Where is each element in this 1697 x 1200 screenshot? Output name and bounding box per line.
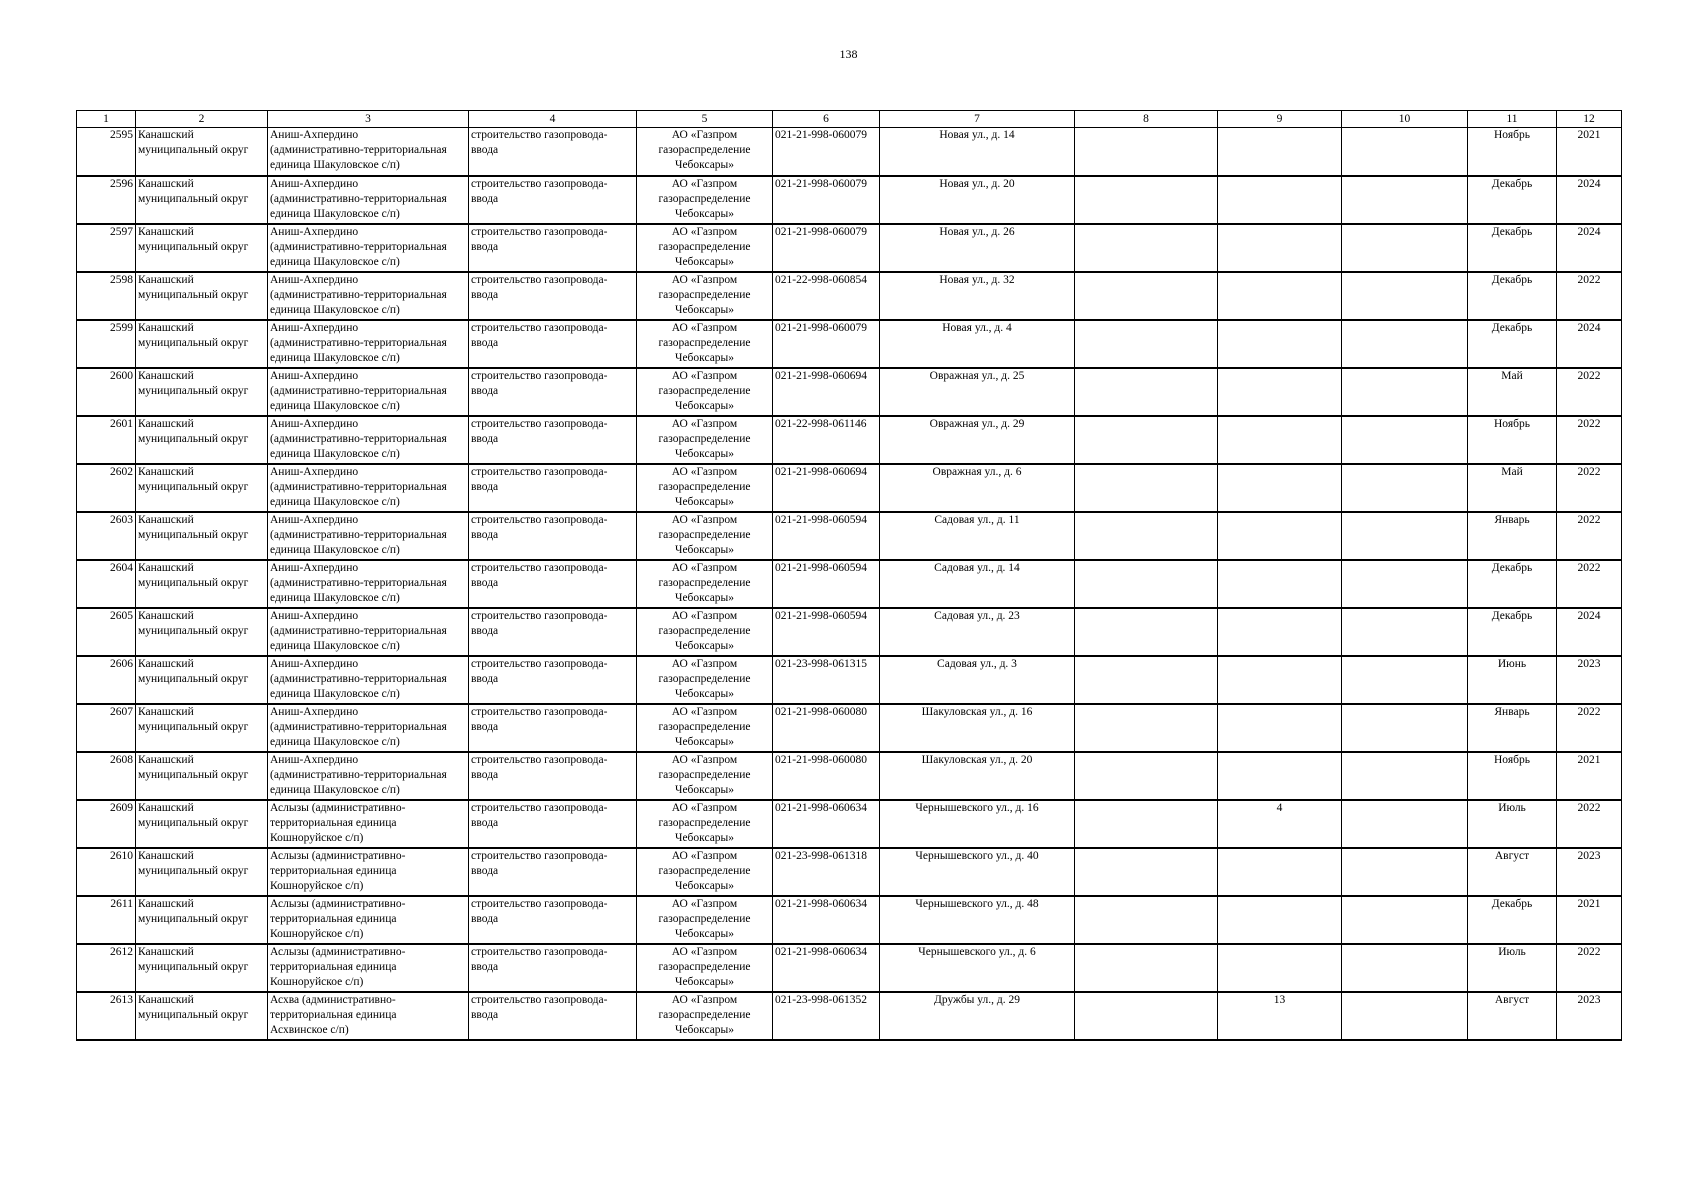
object-code-cell: 021-21-998-060694: [773, 368, 880, 416]
settlement-cell: Аниш-Ахпердино (административно-территориальная единица Шакуловское с/п): [268, 128, 469, 176]
district-cell: Канашский муниципальный округ: [136, 512, 268, 560]
settlement-cell: Асхва (административно- территориальная единица Асхвинское с/п): [268, 992, 469, 1040]
column-header: 1: [77, 111, 136, 128]
column-10-cell: [1342, 656, 1468, 704]
year-cell: 2024: [1557, 224, 1622, 272]
settlement-cell: Аслызы (административно- территориальная единица Кошноруйское с/п): [268, 944, 469, 992]
organization-cell: АО «Газпром газораспределение Чебоксары»: [637, 656, 773, 704]
object-code-cell: 021-21-998-060634: [773, 800, 880, 848]
year-cell: 2022: [1557, 944, 1622, 992]
object-code-cell: 021-23-998-061318: [773, 848, 880, 896]
object-code-cell: 021-21-998-060594: [773, 608, 880, 656]
column-8-cell: [1075, 176, 1218, 224]
organization-cell: АО «Газпром газораспределение Чебоксары»: [637, 176, 773, 224]
column-8-cell: [1075, 752, 1218, 800]
register-table: [76, 110, 1622, 1041]
address-cell: Садовая ул., д. 11: [880, 512, 1075, 560]
row-number-cell: 2601: [77, 416, 136, 464]
table-row: [77, 224, 1622, 272]
column-9-cell: [1218, 128, 1342, 176]
column-9-cell: [1218, 224, 1342, 272]
work-type-cell: строительство газопровода- ввода: [469, 128, 637, 176]
work-type-cell: строительство газопровода- ввода: [469, 944, 637, 992]
settlement-cell: Аниш-Ахпердино (административно-территориальная единица Шакуловское с/п): [268, 656, 469, 704]
column-9-cell: [1218, 848, 1342, 896]
column-10-cell: [1342, 320, 1468, 368]
month-cell: Август: [1468, 848, 1557, 896]
district-cell: Канашский муниципальный округ: [136, 320, 268, 368]
object-code-cell: 021-21-998-060080: [773, 704, 880, 752]
column-8-cell: [1075, 416, 1218, 464]
year-cell: 2022: [1557, 560, 1622, 608]
work-type-cell: строительство газопровода- ввода: [469, 800, 637, 848]
address-cell: Овражная ул., д. 29: [880, 416, 1075, 464]
district-cell: Канашский муниципальный округ: [136, 224, 268, 272]
settlement-cell: Аниш-Ахпердино (административно-территориальная единица Шакуловское с/п): [268, 704, 469, 752]
address-cell: Садовая ул., д. 14: [880, 560, 1075, 608]
address-cell: Чернышевского ул., д. 40: [880, 848, 1075, 896]
settlement-cell: Аниш-Ахпердино (административно-территориальная единица Шакуловское с/п): [268, 176, 469, 224]
address-cell: Шакуловская ул., д. 16: [880, 704, 1075, 752]
year-cell: 2024: [1557, 176, 1622, 224]
settlement-cell: Аниш-Ахпердино (административно-территориальная единица Шакуловское с/п): [268, 224, 469, 272]
row-number-cell: 2609: [77, 800, 136, 848]
year-cell: 2022: [1557, 272, 1622, 320]
work-type-cell: строительство газопровода- ввода: [469, 320, 637, 368]
month-cell: Декабрь: [1468, 560, 1557, 608]
settlement-cell: Аниш-Ахпердино (административно-территориальная единица Шакуловское с/п): [268, 608, 469, 656]
column-8-cell: [1075, 800, 1218, 848]
table-row: [77, 176, 1622, 224]
district-cell: Канашский муниципальный округ: [136, 176, 268, 224]
row-number-cell: 2596: [77, 176, 136, 224]
table-row: [77, 368, 1622, 416]
month-cell: Август: [1468, 992, 1557, 1040]
organization-cell: АО «Газпром газораспределение Чебоксары»: [637, 224, 773, 272]
column-9-cell: [1218, 560, 1342, 608]
settlement-cell: Аниш-Ахпердино (административно-территориальная единица Шакуловское с/п): [268, 272, 469, 320]
column-10-cell: [1342, 992, 1468, 1040]
organization-cell: АО «Газпром газораспределение Чебоксары»: [637, 464, 773, 512]
column-8-cell: [1075, 368, 1218, 416]
table-row: [77, 992, 1622, 1040]
work-type-cell: строительство газопровода- ввода: [469, 656, 637, 704]
object-code-cell: 021-22-998-060854: [773, 272, 880, 320]
table-row: [77, 512, 1622, 560]
column-10-cell: [1342, 896, 1468, 944]
organization-cell: АО «Газпром газораспределение Чебоксары»: [637, 368, 773, 416]
column-10-cell: [1342, 944, 1468, 992]
work-type-cell: строительство газопровода- ввода: [469, 992, 637, 1040]
settlement-cell: Аниш-Ахпердино (административно-территориальная единица Шакуловское с/п): [268, 512, 469, 560]
page-number: 138: [839, 47, 858, 61]
column-header: 9: [1218, 111, 1342, 128]
year-cell: 2022: [1557, 512, 1622, 560]
month-cell: Ноябрь: [1468, 752, 1557, 800]
settlement-cell: Аниш-Ахпердино (административно-территориальная единица Шакуловское с/п): [268, 416, 469, 464]
month-cell: Май: [1468, 368, 1557, 416]
year-cell: 2021: [1557, 752, 1622, 800]
column-10-cell: [1342, 704, 1468, 752]
work-type-cell: строительство газопровода- ввода: [469, 848, 637, 896]
month-cell: Январь: [1468, 512, 1557, 560]
address-cell: Овражная ул., д. 6: [880, 464, 1075, 512]
district-cell: Канашский муниципальный округ: [136, 608, 268, 656]
address-cell: Новая ул., д. 4: [880, 320, 1075, 368]
organization-cell: АО «Газпром газораспределение Чебоксары»: [637, 944, 773, 992]
organization-cell: АО «Газпром газораспределение Чебоксары»: [637, 128, 773, 176]
table-row: [77, 560, 1622, 608]
column-header: 4: [469, 111, 637, 128]
work-type-cell: строительство газопровода- ввода: [469, 896, 637, 944]
column-header: 10: [1342, 111, 1468, 128]
organization-cell: АО «Газпром газораспределение Чебоксары»: [637, 272, 773, 320]
column-8-cell: [1075, 848, 1218, 896]
settlement-cell: Аниш-Ахпердино (административно-территориальная единица Шакуловское с/п): [268, 368, 469, 416]
district-cell: Канашский муниципальный округ: [136, 896, 268, 944]
address-cell: Садовая ул., д. 23: [880, 608, 1075, 656]
table-row: [77, 800, 1622, 848]
column-10-cell: [1342, 608, 1468, 656]
row-number-cell: 2604: [77, 560, 136, 608]
address-cell: Чернышевского ул., д. 48: [880, 896, 1075, 944]
column-9-cell: [1218, 368, 1342, 416]
row-number-cell: 2613: [77, 992, 136, 1040]
column-8-cell: [1075, 944, 1218, 992]
column-9-cell: [1218, 608, 1342, 656]
month-cell: Декабрь: [1468, 272, 1557, 320]
column-10-cell: [1342, 224, 1468, 272]
year-cell: 2023: [1557, 656, 1622, 704]
organization-cell: АО «Газпром газораспределение Чебоксары»: [637, 752, 773, 800]
month-cell: Декабрь: [1468, 224, 1557, 272]
column-9-cell: [1218, 704, 1342, 752]
column-number-row: [77, 111, 1622, 128]
organization-cell: АО «Газпром газораспределение Чебоксары»: [637, 320, 773, 368]
address-cell: Дружбы ул., д. 29: [880, 992, 1075, 1040]
row-number-cell: 2612: [77, 944, 136, 992]
settlement-cell: Аниш-Ахпердино (административно-территориальная единица Шакуловское с/п): [268, 320, 469, 368]
district-cell: Канашский муниципальный округ: [136, 752, 268, 800]
month-cell: Декабрь: [1468, 896, 1557, 944]
column-header: 2: [136, 111, 268, 128]
column-9-cell: [1218, 272, 1342, 320]
year-cell: 2021: [1557, 128, 1622, 176]
settlement-cell: Аниш-Ахпердино (административно-территориальная единица Шакуловское с/п): [268, 752, 469, 800]
row-number-cell: 2605: [77, 608, 136, 656]
month-cell: Январь: [1468, 704, 1557, 752]
address-cell: Новая ул., д. 32: [880, 272, 1075, 320]
object-code-cell: 021-21-998-060079: [773, 176, 880, 224]
column-10-cell: [1342, 848, 1468, 896]
work-type-cell: строительство газопровода- ввода: [469, 416, 637, 464]
district-cell: Канашский муниципальный округ: [136, 560, 268, 608]
organization-cell: АО «Газпром газораспределение Чебоксары»: [637, 608, 773, 656]
column-10-cell: [1342, 128, 1468, 176]
table-row: [77, 320, 1622, 368]
district-cell: Канашский муниципальный округ: [136, 416, 268, 464]
month-cell: Июнь: [1468, 656, 1557, 704]
column-10-cell: [1342, 272, 1468, 320]
district-cell: Канашский муниципальный округ: [136, 464, 268, 512]
column-9-cell: [1218, 512, 1342, 560]
column-9-cell: [1218, 896, 1342, 944]
month-cell: Декабрь: [1468, 176, 1557, 224]
table-row: [77, 272, 1622, 320]
row-number-cell: 2602: [77, 464, 136, 512]
column-header: 12: [1557, 111, 1622, 128]
month-cell: Июль: [1468, 800, 1557, 848]
column-8-cell: [1075, 464, 1218, 512]
work-type-cell: строительство газопровода- ввода: [469, 560, 637, 608]
column-10-cell: [1342, 416, 1468, 464]
column-9-cell: 13: [1218, 992, 1342, 1040]
table-row: [77, 416, 1622, 464]
year-cell: 2023: [1557, 992, 1622, 1040]
column-10-cell: [1342, 752, 1468, 800]
column-8-cell: [1075, 320, 1218, 368]
table-row: [77, 608, 1622, 656]
year-cell: 2021: [1557, 896, 1622, 944]
column-8-cell: [1075, 224, 1218, 272]
object-code-cell: 021-21-998-060079: [773, 320, 880, 368]
district-cell: Канашский муниципальный округ: [136, 128, 268, 176]
month-cell: Декабрь: [1468, 320, 1557, 368]
column-8-cell: [1075, 608, 1218, 656]
address-cell: Новая ул., д. 20: [880, 176, 1075, 224]
column-9-cell: [1218, 752, 1342, 800]
object-code-cell: 021-21-998-060080: [773, 752, 880, 800]
district-cell: Канашский муниципальный округ: [136, 848, 268, 896]
column-header: 8: [1075, 111, 1218, 128]
column-9-cell: 4: [1218, 800, 1342, 848]
table-row: [77, 944, 1622, 992]
column-header: 7: [880, 111, 1075, 128]
column-10-cell: [1342, 512, 1468, 560]
address-cell: Чернышевского ул., д. 6: [880, 944, 1075, 992]
month-cell: Июль: [1468, 944, 1557, 992]
year-cell: 2022: [1557, 464, 1622, 512]
table-row: [77, 752, 1622, 800]
object-code-cell: 021-23-998-061352: [773, 992, 880, 1040]
work-type-cell: строительство газопровода- ввода: [469, 224, 637, 272]
district-cell: Канашский муниципальный округ: [136, 272, 268, 320]
work-type-cell: строительство газопровода- ввода: [469, 272, 637, 320]
column-10-cell: [1342, 560, 1468, 608]
month-cell: Ноябрь: [1468, 128, 1557, 176]
row-number-cell: 2598: [77, 272, 136, 320]
row-number-cell: 2608: [77, 752, 136, 800]
district-cell: Канашский муниципальный округ: [136, 656, 268, 704]
work-type-cell: строительство газопровода- ввода: [469, 752, 637, 800]
object-code-cell: 021-21-998-060079: [773, 128, 880, 176]
month-cell: Май: [1468, 464, 1557, 512]
month-cell: Декабрь: [1468, 608, 1557, 656]
column-9-cell: [1218, 176, 1342, 224]
year-cell: 2024: [1557, 608, 1622, 656]
table-row: [77, 128, 1622, 176]
row-number-cell: 2607: [77, 704, 136, 752]
row-number-cell: 2611: [77, 896, 136, 944]
object-code-cell: 021-23-998-061315: [773, 656, 880, 704]
work-type-cell: строительство газопровода- ввода: [469, 704, 637, 752]
month-cell: Ноябрь: [1468, 416, 1557, 464]
year-cell: 2022: [1557, 704, 1622, 752]
object-code-cell: 021-21-998-060594: [773, 512, 880, 560]
settlement-cell: Аниш-Ахпердино (административно-территориальная единица Шакуловское с/п): [268, 560, 469, 608]
row-number-cell: 2606: [77, 656, 136, 704]
year-cell: 2022: [1557, 800, 1622, 848]
row-number-cell: 2597: [77, 224, 136, 272]
table-row: [77, 656, 1622, 704]
table-row: [77, 464, 1622, 512]
column-8-cell: [1075, 128, 1218, 176]
column-9-cell: [1218, 320, 1342, 368]
district-cell: Канашский муниципальный округ: [136, 368, 268, 416]
register-body: [77, 128, 1622, 1040]
year-cell: 2024: [1557, 320, 1622, 368]
address-cell: Новая ул., д. 14: [880, 128, 1075, 176]
column-9-cell: [1218, 416, 1342, 464]
column-8-cell: [1075, 560, 1218, 608]
column-8-cell: [1075, 704, 1218, 752]
column-10-cell: [1342, 800, 1468, 848]
column-9-cell: [1218, 944, 1342, 992]
address-cell: Овражная ул., д. 25: [880, 368, 1075, 416]
district-cell: Канашский муниципальный округ: [136, 992, 268, 1040]
organization-cell: АО «Газпром газораспределение Чебоксары»: [637, 704, 773, 752]
address-cell: Новая ул., д. 26: [880, 224, 1075, 272]
column-10-cell: [1342, 368, 1468, 416]
row-number-cell: 2603: [77, 512, 136, 560]
column-8-cell: [1075, 656, 1218, 704]
district-cell: Канашский муниципальный округ: [136, 800, 268, 848]
column-8-cell: [1075, 992, 1218, 1040]
work-type-cell: строительство газопровода- ввода: [469, 464, 637, 512]
table-row: [77, 896, 1622, 944]
object-code-cell: 021-21-998-060079: [773, 224, 880, 272]
column-8-cell: [1075, 896, 1218, 944]
column-header: 6: [773, 111, 880, 128]
organization-cell: АО «Газпром газораспределение Чебоксары»: [637, 560, 773, 608]
row-number-cell: 2599: [77, 320, 136, 368]
row-number-cell: 2595: [77, 128, 136, 176]
object-code-cell: 021-21-998-060694: [773, 464, 880, 512]
column-header: 3: [268, 111, 469, 128]
row-number-cell: 2600: [77, 368, 136, 416]
organization-cell: АО «Газпром газораспределение Чебоксары»: [637, 848, 773, 896]
address-cell: Садовая ул., д. 3: [880, 656, 1075, 704]
table-row: [77, 704, 1622, 752]
column-header: 5: [637, 111, 773, 128]
column-8-cell: [1075, 512, 1218, 560]
settlement-cell: Аслызы (административно- территориальная единица Кошноруйское с/п): [268, 896, 469, 944]
work-type-cell: строительство газопровода- ввода: [469, 608, 637, 656]
work-type-cell: строительство газопровода- ввода: [469, 368, 637, 416]
organization-cell: АО «Газпром газораспределение Чебоксары»: [637, 512, 773, 560]
column-10-cell: [1342, 464, 1468, 512]
object-code-cell: 021-22-998-061146: [773, 416, 880, 464]
column-8-cell: [1075, 272, 1218, 320]
column-9-cell: [1218, 464, 1342, 512]
district-cell: Канашский муниципальный округ: [136, 704, 268, 752]
organization-cell: АО «Газпром газораспределение Чебоксары»: [637, 896, 773, 944]
object-code-cell: 021-21-998-060594: [773, 560, 880, 608]
object-code-cell: 021-21-998-060634: [773, 896, 880, 944]
object-code-cell: 021-21-998-060634: [773, 944, 880, 992]
year-cell: 2022: [1557, 416, 1622, 464]
settlement-cell: Аниш-Ахпердино (административно-территориальная единица Шакуловское с/п): [268, 464, 469, 512]
column-header: 11: [1468, 111, 1557, 128]
year-cell: 2023: [1557, 848, 1622, 896]
organization-cell: АО «Газпром газораспределение Чебоксары»: [637, 800, 773, 848]
table-row: [77, 848, 1622, 896]
organization-cell: АО «Газпром газораспределение Чебоксары»: [637, 992, 773, 1040]
address-cell: Чернышевского ул., д. 16: [880, 800, 1075, 848]
address-cell: Шакуловская ул., д. 20: [880, 752, 1075, 800]
column-10-cell: [1342, 176, 1468, 224]
settlement-cell: Аслызы (административно- территориальная единица Кошноруйское с/п): [268, 800, 469, 848]
work-type-cell: строительство газопровода- ввода: [469, 176, 637, 224]
row-number-cell: 2610: [77, 848, 136, 896]
work-type-cell: строительство газопровода- ввода: [469, 512, 637, 560]
district-cell: Канашский муниципальный округ: [136, 944, 268, 992]
organization-cell: АО «Газпром газораспределение Чебоксары»: [637, 416, 773, 464]
column-9-cell: [1218, 656, 1342, 704]
year-cell: 2022: [1557, 368, 1622, 416]
settlement-cell: Аслызы (административно- территориальная единица Кошноруйское с/п): [268, 848, 469, 896]
